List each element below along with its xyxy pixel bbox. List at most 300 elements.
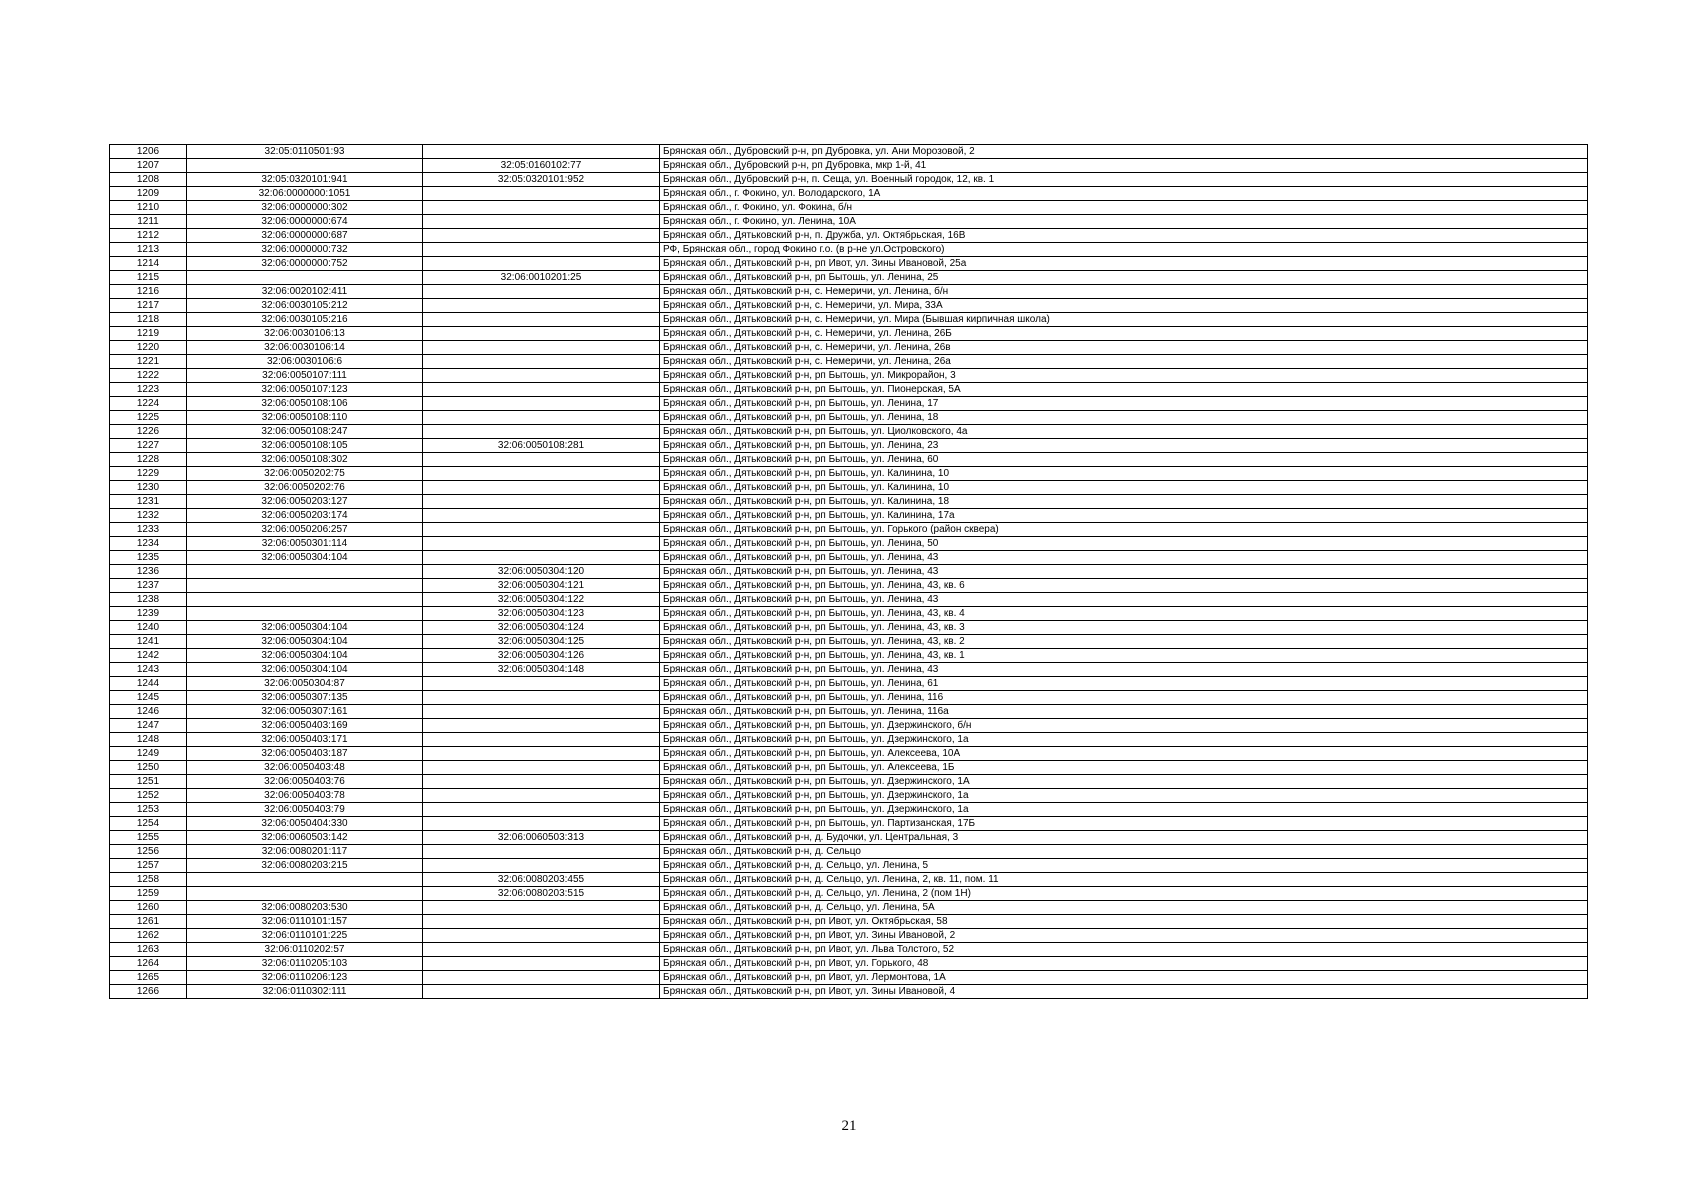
object-number-cell: 32:06:0050304:123: [423, 607, 660, 621]
cadastral-number-cell: 32:06:0050304:104: [187, 649, 423, 663]
table-row: [110, 719, 1588, 733]
table-row: [110, 845, 1588, 859]
cadastral-number-cell: 32:06:0050403:79: [187, 803, 423, 817]
cadastral-number-cell: [187, 887, 423, 901]
address-cell: Брянская обл., Дятьковский р-н, д. Сельцо: [660, 845, 1588, 859]
cadastral-number-cell: 32:06:0050206:257: [187, 523, 423, 537]
address-cell: Брянская обл., Дятьковский р-н, рп Бытошь, ул. Дзержинского, 1А: [660, 775, 1588, 789]
address-cell: Брянская обл., Дятьковский р-н, рп Бытошь, ул. Калинина, 18: [660, 495, 1588, 509]
object-number-cell: [423, 397, 660, 411]
table-row: [110, 635, 1588, 649]
object-number-cell: [423, 761, 660, 775]
address-cell: Брянская обл., Дятьковский р-н, рп Бытошь, ул. Микрорайон, 3: [660, 369, 1588, 383]
address-cell: Брянская обл., г. Фокино, ул. Фокина, б/н: [660, 201, 1588, 215]
object-number-cell: 32:06:0050304:125: [423, 635, 660, 649]
address-cell: Брянская обл., Дятьковский р-н, рп Бытошь, ул. Алексеева, 1Б: [660, 761, 1588, 775]
cadastral-number-cell: 32:06:0050304:104: [187, 551, 423, 565]
cadastral-number-cell: 32:06:0050202:76: [187, 481, 423, 495]
cadastral-number-cell: 32:06:0050108:302: [187, 453, 423, 467]
row-number-cell: 1242: [110, 649, 187, 663]
object-number-cell: [423, 929, 660, 943]
cadastral-number-cell: 32:06:0050203:174: [187, 509, 423, 523]
cadastral-number-cell: 32:06:0050403:76: [187, 775, 423, 789]
row-number-cell: 1217: [110, 299, 187, 313]
address-cell: Брянская обл., Дятьковский р-н, рп Бытошь, ул. Ленина, 50: [660, 537, 1588, 551]
row-number-cell: 1237: [110, 579, 187, 593]
object-number-cell: [423, 817, 660, 831]
row-number-cell: 1218: [110, 313, 187, 327]
address-cell: Брянская обл., Дубровский р-н, рп Дубровка, ул. Ани Морозовой, 2: [660, 145, 1588, 159]
object-number-cell: 32:06:0050304:124: [423, 621, 660, 635]
table-row: [110, 957, 1588, 971]
address-cell: Брянская обл., Дятьковский р-н, рп Бытошь, ул. Ленина, 116а: [660, 705, 1588, 719]
address-cell: Брянская обл., Дятьковский р-н, рп Ивот, ул. Зины Ивановой, 25а: [660, 257, 1588, 271]
row-number-cell: 1249: [110, 747, 187, 761]
object-number-cell: [423, 411, 660, 425]
cadastral-number-cell: [187, 607, 423, 621]
address-cell: Брянская обл., Дятьковский р-н, п. Дружба, ул. Октябрьская, 16В: [660, 229, 1588, 243]
row-number-cell: 1255: [110, 831, 187, 845]
object-number-cell: 32:06:0050304:148: [423, 663, 660, 677]
address-cell: Брянская обл., Дятьковский р-н, рп Ивот, ул. Зины Ивановой, 4: [660, 985, 1588, 999]
row-number-cell: 1230: [110, 481, 187, 495]
row-number-cell: 1220: [110, 341, 187, 355]
object-number-cell: [423, 145, 660, 159]
table-row: [110, 173, 1588, 187]
table-row: [110, 201, 1588, 215]
address-cell: Брянская обл., Дятьковский р-н, с. Немеричи, ул. Ленина, 26в: [660, 341, 1588, 355]
object-number-cell: [423, 845, 660, 859]
object-number-cell: [423, 299, 660, 313]
object-number-cell: [423, 859, 660, 873]
cadastral-number-cell: 32:06:0050403:169: [187, 719, 423, 733]
address-cell: Брянская обл., г. Фокино, ул. Володарского, 1А: [660, 187, 1588, 201]
address-cell: Брянская обл., Дятьковский р-н, рп Бытошь, ул. Ленина, 18: [660, 411, 1588, 425]
row-number-cell: 1239: [110, 607, 187, 621]
object-number-cell: [423, 705, 660, 719]
row-number-cell: 1206: [110, 145, 187, 159]
row-number-cell: 1256: [110, 845, 187, 859]
table-row: [110, 663, 1588, 677]
cadastral-number-cell: 32:06:0050304:87: [187, 677, 423, 691]
address-cell: Брянская обл., Дятьковский р-н, рп Бытошь, ул. Ленина, 43, кв. 4: [660, 607, 1588, 621]
cadastral-number-cell: 32:06:0050403:78: [187, 789, 423, 803]
cadastral-number-cell: [187, 565, 423, 579]
cadastral-number-cell: 32:06:0000000:732: [187, 243, 423, 257]
row-number-cell: 1262: [110, 929, 187, 943]
cadastral-number-cell: 32:06:0060503:142: [187, 831, 423, 845]
row-number-cell: 1219: [110, 327, 187, 341]
row-number-cell: 1215: [110, 271, 187, 285]
object-number-cell: [423, 187, 660, 201]
address-cell: Брянская обл., Дятьковский р-н, рп Бытошь, ул. Пионерская, 5А: [660, 383, 1588, 397]
address-cell: Брянская обл., Дятьковский р-н, рп Бытошь, ул. Ленина, 43, кв. 3: [660, 621, 1588, 635]
cadastral-number-cell: 32:06:0050107:111: [187, 369, 423, 383]
table-row: [110, 971, 1588, 985]
cadastral-number-cell: 32:06:0050304:104: [187, 635, 423, 649]
cadastral-number-cell: 32:06:0050108:106: [187, 397, 423, 411]
object-number-cell: [423, 201, 660, 215]
address-cell: Брянская обл., Дятьковский р-н, рп Бытошь, ул. Ленина, 43: [660, 565, 1588, 579]
row-number-cell: 1241: [110, 635, 187, 649]
table-row: [110, 649, 1588, 663]
row-number-cell: 1228: [110, 453, 187, 467]
address-cell: Брянская обл., Дятьковский р-н, рп Бытошь, ул. Калинина, 10: [660, 481, 1588, 495]
object-number-cell: [423, 383, 660, 397]
address-cell: Брянская обл., Дятьковский р-н, рп Ивот, ул. Горького, 48: [660, 957, 1588, 971]
table-row: [110, 607, 1588, 621]
row-number-cell: 1207: [110, 159, 187, 173]
table-row: [110, 257, 1588, 271]
object-number-cell: [423, 957, 660, 971]
object-number-cell: [423, 257, 660, 271]
object-number-cell: [423, 733, 660, 747]
object-number-cell: [423, 915, 660, 929]
object-number-cell: 32:06:0010201:25: [423, 271, 660, 285]
address-cell: Брянская обл., Дятьковский р-н, д. Будочки, ул. Центральная, 3: [660, 831, 1588, 845]
object-number-cell: [423, 677, 660, 691]
object-number-cell: [423, 551, 660, 565]
cadastral-number-cell: [187, 593, 423, 607]
row-number-cell: 1222: [110, 369, 187, 383]
table-row: [110, 467, 1588, 481]
row-number-cell: 1238: [110, 593, 187, 607]
object-number-cell: [423, 495, 660, 509]
property-table: [109, 144, 1588, 999]
object-number-cell: 32:06:0050304:120: [423, 565, 660, 579]
row-number-cell: 1246: [110, 705, 187, 719]
object-number-cell: [423, 453, 660, 467]
row-number-cell: 1247: [110, 719, 187, 733]
row-number-cell: 1254: [110, 817, 187, 831]
cadastral-number-cell: [187, 271, 423, 285]
row-number-cell: 1212: [110, 229, 187, 243]
row-number-cell: 1221: [110, 355, 187, 369]
row-number-cell: 1260: [110, 901, 187, 915]
cadastral-number-cell: 32:06:0050307:161: [187, 705, 423, 719]
table-row: [110, 523, 1588, 537]
cadastral-number-cell: 32:06:0110205:103: [187, 957, 423, 971]
address-cell: Брянская обл., Дятьковский р-н, с. Немеричи, ул. Мира (Бывшая кирпичная школа): [660, 313, 1588, 327]
object-number-cell: [423, 509, 660, 523]
address-cell: Брянская обл., Дятьковский р-н, рп Ивот, ул. Октябрьская, 58: [660, 915, 1588, 929]
table-row: [110, 187, 1588, 201]
cadastral-number-cell: 32:06:0080203:215: [187, 859, 423, 873]
table-row: [110, 761, 1588, 775]
cadastral-number-cell: 32:06:0080203:530: [187, 901, 423, 915]
table-row: [110, 677, 1588, 691]
cadastral-number-cell: 32:06:0030105:216: [187, 313, 423, 327]
object-number-cell: 32:06:0050304:121: [423, 579, 660, 593]
table-row: [110, 355, 1588, 369]
row-number-cell: 1259: [110, 887, 187, 901]
row-number-cell: 1266: [110, 985, 187, 999]
table-row: [110, 691, 1588, 705]
object-number-cell: 32:05:0160102:77: [423, 159, 660, 173]
address-cell: Брянская обл., Дятьковский р-н, рп Бытошь, ул. Ленина, 43: [660, 663, 1588, 677]
cadastral-number-cell: 32:06:0000000:752: [187, 257, 423, 271]
address-cell: Брянская обл., Дятьковский р-н, рп Бытошь, ул. Алексеева, 10А: [660, 747, 1588, 761]
address-cell: Брянская обл., Дятьковский р-н, с. Немеричи, ул. Ленина, б/н: [660, 285, 1588, 299]
table-row: [110, 565, 1588, 579]
address-cell: Брянская обл., Дятьковский р-н, рп Бытошь, ул. Ленина, 43, кв. 6: [660, 579, 1588, 593]
address-cell: Брянская обл., Дятьковский р-н, рп Бытошь, ул. Ленина, 116: [660, 691, 1588, 705]
table-row: [110, 733, 1588, 747]
table-row: [110, 397, 1588, 411]
row-number-cell: 1224: [110, 397, 187, 411]
row-number-cell: 1226: [110, 425, 187, 439]
table-row: [110, 859, 1588, 873]
table-row: [110, 495, 1588, 509]
table-row: [110, 313, 1588, 327]
object-number-cell: [423, 985, 660, 999]
address-cell: Брянская обл., Дятьковский р-н, рп Ивот, ул. Льва Толстого, 52: [660, 943, 1588, 957]
table-row: [110, 453, 1588, 467]
object-number-cell: [423, 691, 660, 705]
address-cell: Брянская обл., Дятьковский р-н, рп Бытошь, ул. Партизанская, 17Б: [660, 817, 1588, 831]
address-cell: Брянская обл., Дятьковский р-н, рп Бытошь, ул. Ленина, 23: [660, 439, 1588, 453]
cadastral-number-cell: 32:06:0050108:110: [187, 411, 423, 425]
table-row: [110, 929, 1588, 943]
cadastral-number-cell: 32:06:0050403:171: [187, 733, 423, 747]
object-number-cell: [423, 369, 660, 383]
object-number-cell: 32:06:0080203:515: [423, 887, 660, 901]
row-number-cell: 1235: [110, 551, 187, 565]
object-number-cell: [423, 803, 660, 817]
object-number-cell: [423, 943, 660, 957]
cadastral-number-cell: [187, 579, 423, 593]
address-cell: Брянская обл., Дятьковский р-н, рп Бытошь, ул. Ленина, 43: [660, 593, 1588, 607]
table-row: [110, 943, 1588, 957]
object-number-cell: 32:06:0050108:281: [423, 439, 660, 453]
row-number-cell: 1240: [110, 621, 187, 635]
address-cell: Брянская обл., Дятьковский р-н, рп Бытошь, ул. Ленина, 60: [660, 453, 1588, 467]
cadastral-number-cell: [187, 159, 423, 173]
cadastral-number-cell: 32:06:0110302:111: [187, 985, 423, 999]
table-row: [110, 439, 1588, 453]
object-number-cell: [423, 537, 660, 551]
row-number-cell: 1232: [110, 509, 187, 523]
object-number-cell: [423, 747, 660, 761]
table-row: [110, 817, 1588, 831]
table-row: [110, 271, 1588, 285]
address-cell: Брянская обл., Дятьковский р-н, рп Бытошь, ул. Дзержинского, б/н: [660, 719, 1588, 733]
row-number-cell: 1214: [110, 257, 187, 271]
row-number-cell: 1210: [110, 201, 187, 215]
table-row: [110, 789, 1588, 803]
cadastral-number-cell: 32:06:0000000:687: [187, 229, 423, 243]
table-row: [110, 593, 1588, 607]
object-number-cell: [423, 719, 660, 733]
table-row: [110, 621, 1588, 635]
cadastral-number-cell: 32:06:0110101:157: [187, 915, 423, 929]
row-number-cell: 1244: [110, 677, 187, 691]
table-row: [110, 243, 1588, 257]
cadastral-number-cell: 32:06:0050301:114: [187, 537, 423, 551]
cadastral-number-cell: 32:06:0000000:674: [187, 215, 423, 229]
object-number-cell: [423, 285, 660, 299]
cadastral-number-cell: 32:06:0110206:123: [187, 971, 423, 985]
address-cell: Брянская обл., Дятьковский р-н, д. Сельцо, ул. Ленина, 2 (пом 1Н): [660, 887, 1588, 901]
cadastral-number-cell: 32:05:0320101:941: [187, 173, 423, 187]
table-row: [110, 285, 1588, 299]
address-cell: Брянская обл., Дятьковский р-н, рп Бытошь, ул. Дзержинского, 1а: [660, 803, 1588, 817]
table-row: [110, 509, 1588, 523]
address-cell: Брянская обл., Дятьковский р-н, д. Сельцо, ул. Ленина, 5: [660, 859, 1588, 873]
cadastral-number-cell: 32:06:0050403:48: [187, 761, 423, 775]
row-number-cell: 1243: [110, 663, 187, 677]
table-row: [110, 551, 1588, 565]
object-number-cell: [423, 789, 660, 803]
cadastral-number-cell: 32:06:0110101:225: [187, 929, 423, 943]
object-number-cell: [423, 523, 660, 537]
object-number-cell: 32:06:0050304:122: [423, 593, 660, 607]
address-cell: Брянская обл., Дятьковский р-н, рп Бытошь, ул. Дзержинского, 1а: [660, 733, 1588, 747]
row-number-cell: 1233: [110, 523, 187, 537]
address-cell: Брянская обл., Дятьковский р-н, рп Бытошь, ул. Циолковского, 4а: [660, 425, 1588, 439]
cadastral-number-cell: 32:06:0050108:247: [187, 425, 423, 439]
address-cell: Брянская обл., Дятьковский р-н, рп Бытошь, ул. Ленина, 43, кв. 1: [660, 649, 1588, 663]
row-number-cell: 1223: [110, 383, 187, 397]
row-number-cell: 1213: [110, 243, 187, 257]
object-number-cell: 32:05:0320101:952: [423, 173, 660, 187]
table-row: [110, 775, 1588, 789]
address-cell: РФ, Брянская обл., город Фокино г.о. (в р-не ул.Островского): [660, 243, 1588, 257]
table-row: [110, 299, 1588, 313]
row-number-cell: 1208: [110, 173, 187, 187]
cadastral-number-cell: 32:06:0000000:1051: [187, 187, 423, 201]
address-cell: Брянская обл., Дятьковский р-н, рп Бытошь, ул. Ленина, 25: [660, 271, 1588, 285]
row-number-cell: 1261: [110, 915, 187, 929]
cadastral-number-cell: 32:06:0030105:212: [187, 299, 423, 313]
cadastral-number-cell: 32:06:0050203:127: [187, 495, 423, 509]
object-number-cell: [423, 481, 660, 495]
object-number-cell: [423, 775, 660, 789]
object-number-cell: 32:06:0050304:126: [423, 649, 660, 663]
address-cell: Брянская обл., Дятьковский р-н, рп Бытошь, ул. Калинина, 10: [660, 467, 1588, 481]
address-cell: Брянская обл., Дятьковский р-н, рп Бытошь, ул. Ленина, 61: [660, 677, 1588, 691]
row-number-cell: 1265: [110, 971, 187, 985]
object-number-cell: [423, 355, 660, 369]
table-row: [110, 537, 1588, 551]
cadastral-number-cell: 32:06:0050202:75: [187, 467, 423, 481]
row-number-cell: 1245: [110, 691, 187, 705]
cadastral-number-cell: 32:06:0030106:14: [187, 341, 423, 355]
row-number-cell: 1264: [110, 957, 187, 971]
object-number-cell: 32:06:0080203:455: [423, 873, 660, 887]
row-number-cell: 1252: [110, 789, 187, 803]
address-cell: Брянская обл., Дятьковский р-н, рп Бытошь, ул. Ленина, 43: [660, 551, 1588, 565]
address-cell: Брянская обл., Дятьковский р-н, с. Немеричи, ул. Мира, 33А: [660, 299, 1588, 313]
table-row: [110, 341, 1588, 355]
cadastral-number-cell: [187, 873, 423, 887]
address-cell: Брянская обл., Дятьковский р-н, рп Бытошь, ул. Ленина, 17: [660, 397, 1588, 411]
address-cell: Брянская обл., Дятьковский р-н, рп Ивот, ул. Лермонтова, 1А: [660, 971, 1588, 985]
table-row: [110, 915, 1588, 929]
object-number-cell: [423, 229, 660, 243]
cadastral-number-cell: 32:06:0050304:104: [187, 621, 423, 635]
cadastral-number-cell: 32:06:0050404:330: [187, 817, 423, 831]
object-number-cell: 32:06:0060503:313: [423, 831, 660, 845]
row-number-cell: 1225: [110, 411, 187, 425]
table-row: [110, 369, 1588, 383]
row-number-cell: 1263: [110, 943, 187, 957]
table-row: [110, 579, 1588, 593]
object-number-cell: [423, 215, 660, 229]
address-cell: Брянская обл., Дятьковский р-н, с. Немеричи, ул. Ленина, 26Б: [660, 327, 1588, 341]
cadastral-number-cell: 32:06:0050403:187: [187, 747, 423, 761]
address-cell: Брянская обл., Дубровский р-н, рп Дубровка, мкр 1-й, 41: [660, 159, 1588, 173]
cadastral-number-cell: 32:06:0110202:57: [187, 943, 423, 957]
object-number-cell: [423, 313, 660, 327]
cadastral-number-cell: 32:06:0050108:105: [187, 439, 423, 453]
table-row: [110, 901, 1588, 915]
object-number-cell: [423, 243, 660, 257]
table-row: [110, 747, 1588, 761]
table-row: [110, 873, 1588, 887]
address-cell: Брянская обл., Дятьковский р-н, д. Сельцо, ул. Ленина, 5А: [660, 901, 1588, 915]
row-number-cell: 1248: [110, 733, 187, 747]
row-number-cell: 1229: [110, 467, 187, 481]
row-number-cell: 1250: [110, 761, 187, 775]
row-number-cell: 1209: [110, 187, 187, 201]
table-row: [110, 425, 1588, 439]
object-number-cell: [423, 327, 660, 341]
cadastral-number-cell: 32:06:0050307:135: [187, 691, 423, 705]
object-number-cell: [423, 341, 660, 355]
cadastral-number-cell: 32:06:0000000:302: [187, 201, 423, 215]
address-cell: Брянская обл., Дятьковский р-н, рп Ивот, ул. Зины Ивановой, 2: [660, 929, 1588, 943]
row-number-cell: 1227: [110, 439, 187, 453]
row-number-cell: 1234: [110, 537, 187, 551]
cadastral-number-cell: 32:06:0030106:13: [187, 327, 423, 341]
row-number-cell: 1258: [110, 873, 187, 887]
cadastral-number-cell: 32:06:0080201:117: [187, 845, 423, 859]
table-row: [110, 481, 1588, 495]
cadastral-number-cell: 32:06:0020102:411: [187, 285, 423, 299]
table-row: [110, 803, 1588, 817]
row-number-cell: 1216: [110, 285, 187, 299]
row-number-cell: 1257: [110, 859, 187, 873]
object-number-cell: [423, 971, 660, 985]
address-cell: Брянская обл., Дятьковский р-н, рп Бытошь, ул. Калинина, 17а: [660, 509, 1588, 523]
row-number-cell: 1251: [110, 775, 187, 789]
object-number-cell: [423, 425, 660, 439]
address-cell: Брянская обл., Дубровский р-н, п. Сеща, ул. Военный городок, 12, кв. 1: [660, 173, 1588, 187]
object-number-cell: [423, 467, 660, 481]
table-row: [110, 887, 1588, 901]
cadastral-number-cell: 32:06:0050107:123: [187, 383, 423, 397]
address-cell: Брянская обл., Дятьковский р-н, рп Бытошь, ул. Дзержинского, 1а: [660, 789, 1588, 803]
address-cell: Брянская обл., Дятьковский р-н, с. Немеричи, ул. Ленина, 26а: [660, 355, 1588, 369]
row-number-cell: 1211: [110, 215, 187, 229]
table-row: [110, 705, 1588, 719]
row-number-cell: 1236: [110, 565, 187, 579]
cadastral-number-cell: 32:05:0110501:93: [187, 145, 423, 159]
table-row: [110, 229, 1588, 243]
address-cell: Брянская обл., Дятьковский р-н, рп Бытошь, ул. Горького (район сквера): [660, 523, 1588, 537]
address-cell: Брянская обл., Дятьковский р-н, рп Бытошь, ул. Ленина, 43, кв. 2: [660, 635, 1588, 649]
table-row: [110, 145, 1588, 159]
address-cell: Брянская обл., Дятьковский р-н, д. Сельцо, ул. Ленина, 2, кв. 11, пом. 11: [660, 873, 1588, 887]
table-row: [110, 383, 1588, 397]
cadastral-number-cell: 32:06:0050304:104: [187, 663, 423, 677]
table-row: [110, 831, 1588, 845]
table-row: [110, 985, 1588, 999]
cadastral-number-cell: 32:06:0030106:6: [187, 355, 423, 369]
table-row: [110, 411, 1588, 425]
table-row: [110, 215, 1588, 229]
